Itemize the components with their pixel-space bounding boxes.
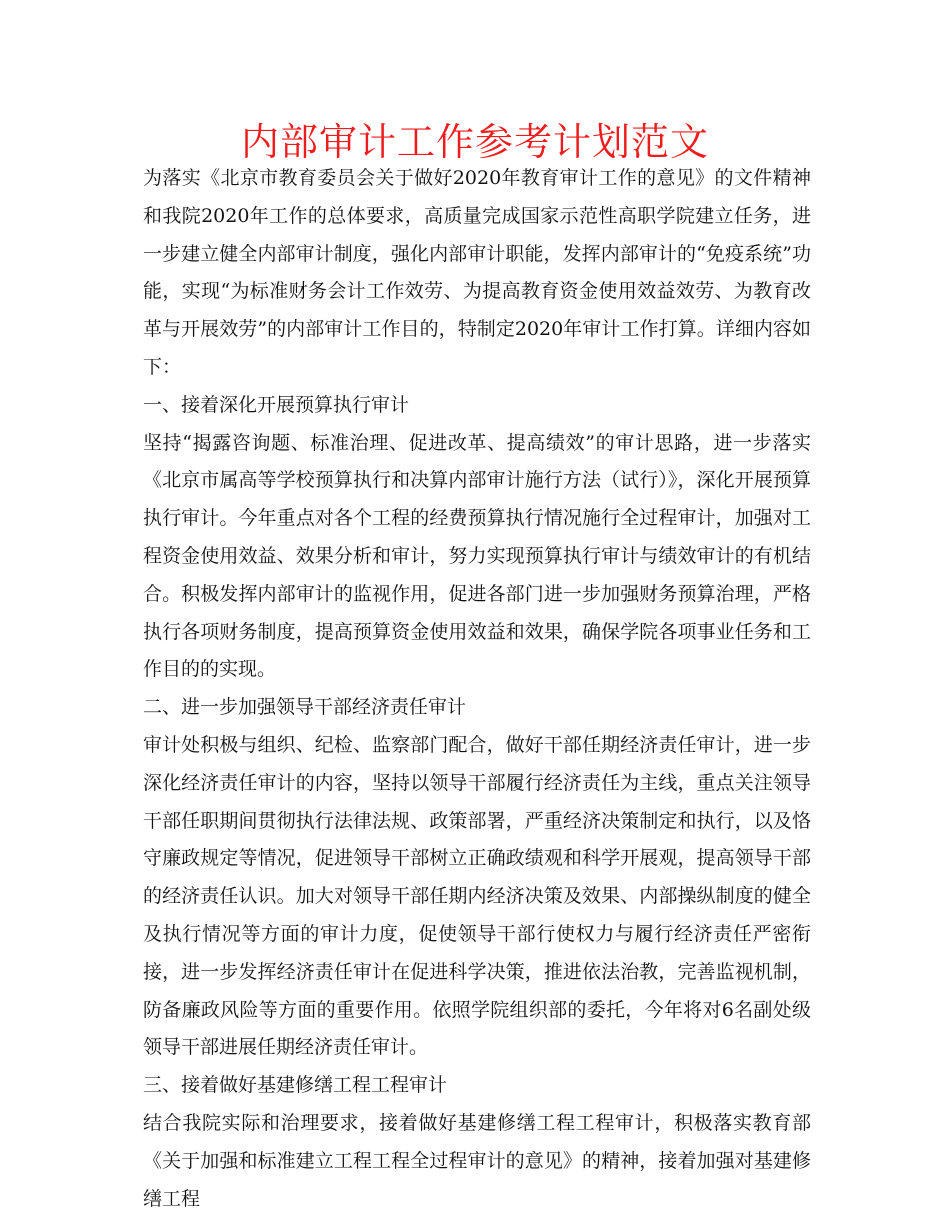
section-heading-3: 三、接着做好基建修缮工程工程审计 [143,1074,448,1097]
section-3-paragraph: 结合我院实际和治理要求，接着做好基建修缮工程工程审计，积极落实教育部《关于加强和标准建立工程工程全过程审计的意见》的精神，接着加强对基建修缮工程 [143,1111,811,1210]
section-heading-1: 一、接着深化开展预算执行审计 [143,393,410,416]
section-1-paragraph: 坚持“揭露咨询题、标准治理、促进改革、提高绩效”的审计思路，进一步落实《北京市属高等学校预算执行和决算内部审计施行方法（试行）》，深化开展预算执行审计。今年重点对各个工程的经费预算执行情况施行全过程审计，加强对工程资金使用效益、效果分析和审计，努力实现预算执行审计与绩效审计的有机结合。积极发挥内部审计的监视作用，促进各部门进一步加强财务预算治理，严格执行各项财务制度，提高预算资金使用效益和效果，确保学院各项事业任务和工作目的的实现。 [143,431,811,681]
section-heading-2: 二、进一步加强领导干部经济责任审计 [143,696,467,719]
section-2-paragraph: 审计处积极与组织、纪检、监察部门配合，做好干部任期经济责任审计，进一步深化经济责任审计的内容，坚持以领导干部履行经济责任为主线，重点关注领导干部任职期间贯彻执行法律法规、政策部署，严重经济决策制定和执行，以及恪守廉政规定等情况，促进领导干部树立正确政绩观和科学开展观，提高领导干部的经济责任认识。加大对领导干部任期内经济决策及效果、内部操纵制度的健全及执行情况等方面的审计力度，促使领导干部行使权力与履行经济责任严密衔接，进一步发挥经济责任审计在促进科学决策，推进依法治教，完善监视机制，防备廉政风险等方面的重要作用。依照学院组织部的委托，今年将对6名副处级领导干部进展任期经济责任审计。 [143,733,811,1059]
document-body [143,160,811,1218]
intro-paragraph: 为落实《北京市教育委员会关于做好2020年教育审计工作的意见》的文件精神和我院2020年工作的总体要求，高质量完成国家示范性高职学院建立任务，进一步建立健全内部审计制度，强化内部审计职能，发挥内部审计的“免疫系统”功能，实现“为标准财务会计工作效劳、为提高教育资金使用效益效劳、为教育改革与开展效劳”的内部审计工作目的，特制定2020年审计工作打算。详细内容如下： [143,167,811,378]
document-title: 内部审计工作参考计划范文 [240,120,709,164]
